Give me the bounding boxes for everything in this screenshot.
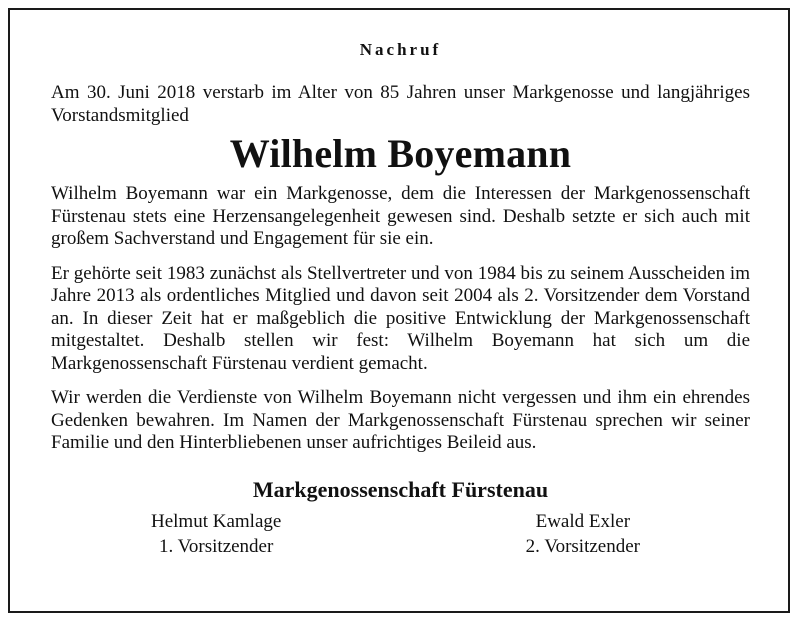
signer-2-name: Ewald Exler (535, 510, 631, 532)
notice-heading: Nachruf (359, 40, 442, 59)
signer-1-name: Helmut Kamlage (151, 510, 282, 532)
paragraph-2: Er gehörte seit 1983 zunächst als Stellvertreter und von 1984 bis zu seinem Ausscheiden im Jahre 2013 als ordentliches Mitglied und davon seit 2004 als 2. Vorsitzender dem Vorstand an. In dieser Zeit hat er maßgeblich die positive Entwicklung der Markgenossenschaft mitgestaltet. Deshalb stellen wir fest: Wilhelm Boyemann hat sich um die Markgenossenschaft Fürstenau verdient gemacht. (51, 262, 750, 374)
paragraph-1: Wilhelm Boyemann war ein Markgenosse, dem die Interessen der Markgenossenschaft Fürstenau stets eine Herzensangelegenheit gewesen sind. Deshalb setzte er sich auch mit großem Sachverstand und Engagement für sie ein. (51, 183, 750, 249)
paragraph-3: Wir werden die Verdienste von Wilhelm Boyemann nicht vergessen und ihm ein ehrendes Gedenken bewahren. Im Namen der Markgenossenschaft Fürstenau sprechen wir seiner Familie und den Hinterbliebenen unser aufrichtiges Beileid aus. (51, 387, 750, 453)
deceased-name: Wilhelm Boyemann (229, 131, 572, 176)
signer-2-role: 2. Vorsitzender (525, 535, 640, 557)
intro-paragraph: Am 30. Juni 2018 verstarb im Alter von 85 Jahren unser Markgenosse und langjähriges Vorstandsmitglied (51, 82, 750, 126)
organization-name: Markgenossenschaft Fürstenau (252, 476, 549, 502)
signers (51, 509, 750, 559)
signer-1-role: 1. Vorsitzender (158, 535, 274, 557)
signer-2 (526, 509, 640, 559)
signer-1 (151, 509, 281, 559)
obituary-notice (51, 40, 750, 559)
